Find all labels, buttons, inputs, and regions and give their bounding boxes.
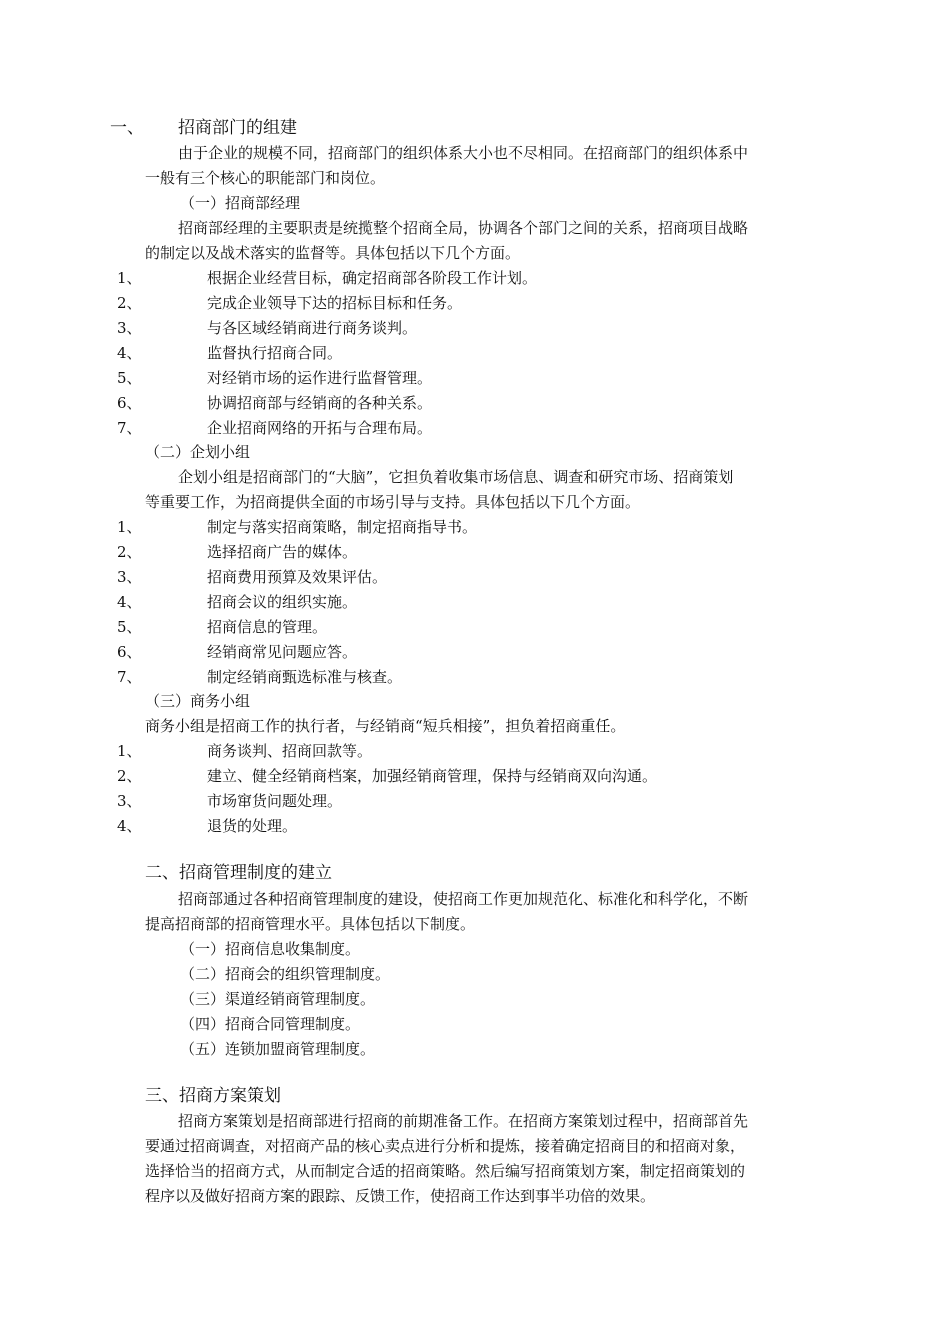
paragraph-line: 选择恰当的招商方式，从而制定合适的招商策略。然后编写招商策划方案，制定招商策划的 bbox=[145, 1162, 746, 1180]
section-1-number: 一、 bbox=[110, 118, 144, 138]
list-item-number: 3、 bbox=[117, 319, 142, 337]
list-item-number: 2、 bbox=[117, 543, 142, 561]
list-item-number: 3、 bbox=[117, 568, 142, 586]
paragraph-line: 的制定以及战术落实的监督等。具体包括以下几个方面。 bbox=[145, 244, 521, 262]
list-item: 制定与落实招商策略，制定招商指导书。 bbox=[207, 518, 478, 536]
list-item-number: 7、 bbox=[117, 419, 142, 437]
list-item: 完成企业领导下达的招标目标和任务。 bbox=[207, 294, 463, 312]
list-item: 企业招商网络的开拓与合理布局。 bbox=[207, 419, 433, 437]
list-item-number: 3、 bbox=[117, 792, 142, 810]
list-item: 根据企业经营目标，确定招商部各阶段工作计划。 bbox=[207, 269, 538, 287]
paragraph-line: 要通过招商调查，对招商产品的核心卖点进行分析和提炼，接着确定招商目的和招商对象， bbox=[145, 1137, 746, 1155]
list-item: 招商费用预算及效果评估。 bbox=[207, 568, 388, 586]
list-item-number: 4、 bbox=[117, 593, 142, 611]
list-item: （一）招商信息收集制度。 bbox=[180, 940, 361, 958]
paragraph-line: 由于企业的规模不同，招商部门的组织体系大小也不尽相同。在招商部门的组织体系中 bbox=[178, 144, 749, 162]
list-item: 制定经销商甄选标准与核查。 bbox=[207, 668, 403, 686]
list-item: 建立、健全经销商档案，加强经销商管理，保持与经销商双向沟通。 bbox=[207, 767, 658, 785]
list-item: 退货的处理。 bbox=[207, 817, 298, 835]
section-1-heading: 招商部门的组建 bbox=[178, 118, 297, 138]
list-item-number: 4、 bbox=[117, 344, 142, 362]
list-item: 经销商常见问题应答。 bbox=[207, 643, 358, 661]
list-item-number: 4、 bbox=[117, 817, 142, 835]
paragraph-line: 招商方案策划是招商部进行招商的前期准备工作。在招商方案策划过程中，招商部首先 bbox=[178, 1112, 749, 1130]
list-item-number: 7、 bbox=[117, 668, 142, 686]
paragraph-line: 招商部通过各种招商管理制度的建设，使招商工作更加规范化、标准化和科学化，不断 bbox=[178, 890, 749, 908]
paragraph-line: 一般有三个核心的职能部门和岗位。 bbox=[145, 169, 386, 187]
paragraph-line: 企划小组是招商部门的“大脑”，它担负着收集市场信息、调查和研究市场、招商策划 bbox=[178, 468, 734, 486]
list-item-number: 1、 bbox=[117, 269, 142, 287]
list-item-number: 5、 bbox=[117, 369, 142, 387]
list-item: 招商信息的管理。 bbox=[207, 618, 328, 636]
list-item-number: 6、 bbox=[117, 643, 142, 661]
list-item-number: 1、 bbox=[117, 518, 142, 536]
list-item: 招商会议的组织实施。 bbox=[207, 593, 358, 611]
subsection-title: （一）招商部经理 bbox=[180, 194, 301, 212]
list-item: （三）渠道经销商管理制度。 bbox=[180, 990, 376, 1008]
list-item: 商务谈判、招商回款等。 bbox=[207, 742, 373, 760]
paragraph-line: 程序以及做好招商方案的跟踪、反馈工作，使招商工作达到事半功倍的效果。 bbox=[145, 1187, 656, 1205]
list-item: （四）招商合同管理制度。 bbox=[180, 1015, 361, 1033]
list-item: 监督执行招商合同。 bbox=[207, 344, 343, 362]
list-item-number: 5、 bbox=[117, 618, 142, 636]
list-item: 与各区域经销商进行商务谈判。 bbox=[207, 319, 418, 337]
paragraph-line: 商务小组是招商工作的执行者，与经销商“短兵相接”，担负着招商重任。 bbox=[145, 717, 626, 735]
section-2-heading: 二、招商管理制度的建立 bbox=[145, 863, 332, 883]
paragraph-line: 招商部经理的主要职责是统揽整个招商全局，协调各个部门之间的关系，招商项目战略 bbox=[178, 219, 749, 237]
paragraph-line: 等重要工作，为招商提供全面的市场引导与支持。具体包括以下几个方面。 bbox=[145, 493, 641, 511]
list-item: 对经销市场的运作进行监督管理。 bbox=[207, 369, 433, 387]
list-item: （二）招商会的组织管理制度。 bbox=[180, 965, 391, 983]
list-item: 市场窜货问题处理。 bbox=[207, 792, 343, 810]
list-item-number: 6、 bbox=[117, 394, 142, 412]
list-item: 协调招商部与经销商的各种关系。 bbox=[207, 394, 433, 412]
list-item: 选择招商广告的媒体。 bbox=[207, 543, 358, 561]
list-item-number: 2、 bbox=[117, 767, 142, 785]
section-3-heading: 三、招商方案策划 bbox=[145, 1086, 281, 1106]
list-item: （五）连锁加盟商管理制度。 bbox=[180, 1040, 376, 1058]
subsection-title: （二）企划小组 bbox=[145, 443, 251, 461]
list-item-number: 2、 bbox=[117, 294, 142, 312]
list-item-number: 1、 bbox=[117, 742, 142, 760]
subsection-title: （三）商务小组 bbox=[145, 692, 251, 710]
paragraph-line: 提高招商部的招商管理水平。具体包括以下制度。 bbox=[145, 915, 476, 933]
